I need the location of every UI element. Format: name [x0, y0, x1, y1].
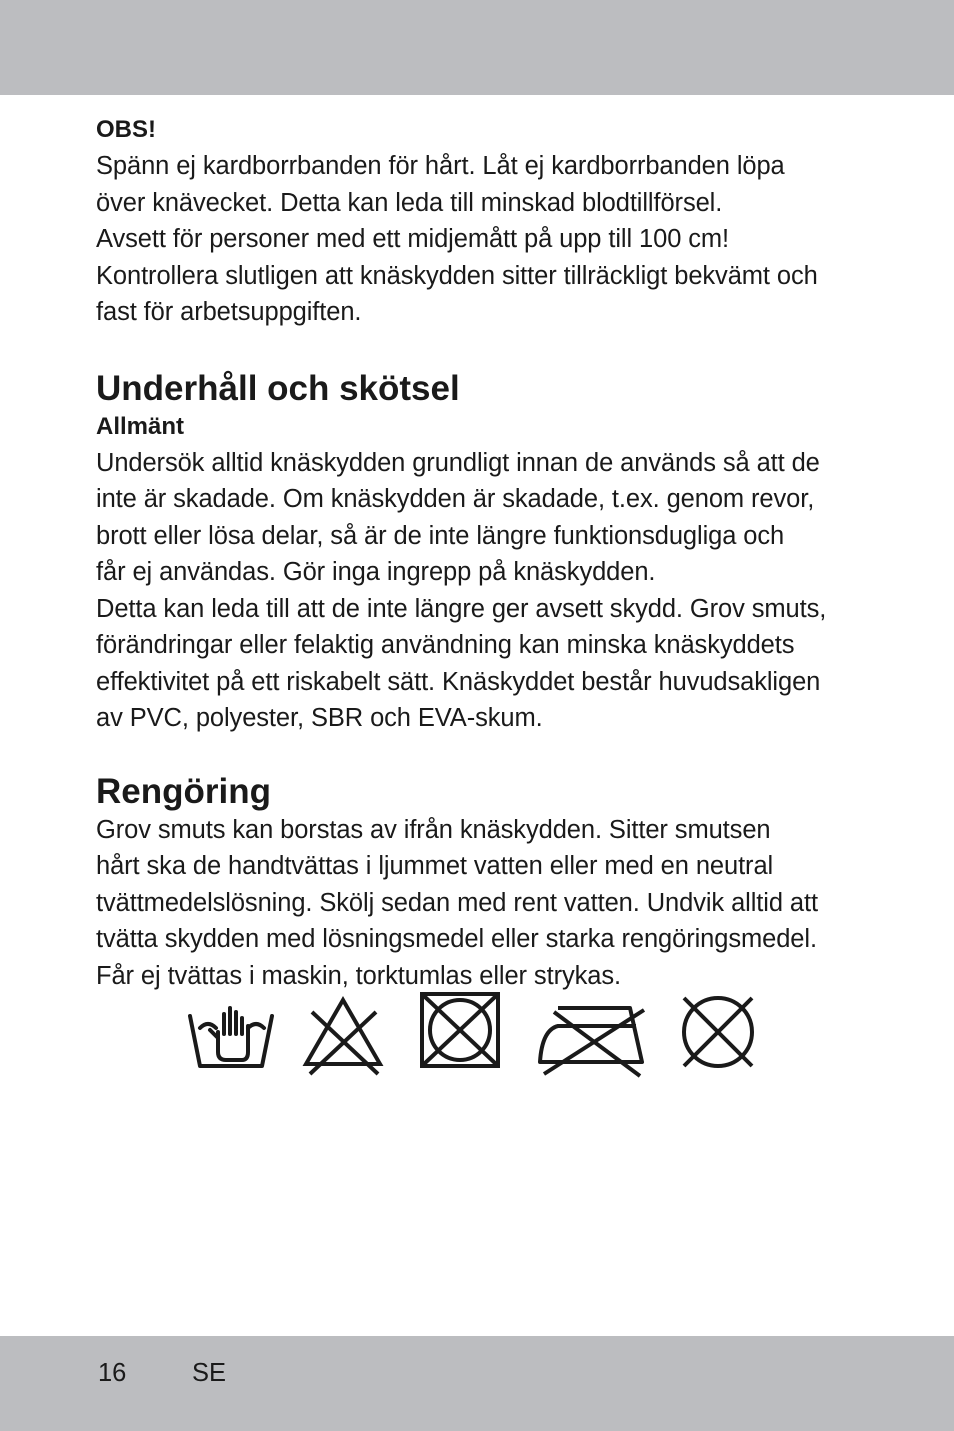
cleaning-text: Grov smuts kan borstas av ifrån knäskydden. Sitter smutsen hårt ska de handtvättas i ljummet vatten eller med en neutral tvättmedelslösning. Skölj sedan med rent vatten. Undvik alltid att tvätta skydden med lösningsmedel eller starka rengöringsmedel. Får ej tvättas i maskin, torktumlas eller strykas.	[96, 815, 818, 990]
hand-wash-icon	[186, 990, 278, 1080]
page-footer	[98, 1357, 227, 1389]
language-code: SE	[192, 1359, 227, 1387]
no-bleach-icon	[298, 990, 388, 1080]
top-band	[0, 0, 954, 95]
page-content	[96, 112, 876, 994]
notice-text: Spänn ej kardborrbanden för hårt. Låt ej kardborrbanden löpa över knävecket. Detta kan leda till minskad blodtillförsel. Avsett för personer med ett midjemått på upp till 100 cm! Kontrollera slutligen att knäskydden sitter tillräckligt bekvämt och fast för arbetsuppgiften.	[96, 152, 818, 326]
no-tumble-dry-icon	[418, 990, 504, 1076]
cleaning-heading: Rengöring	[96, 771, 271, 811]
page-number: 16	[98, 1359, 127, 1387]
no-iron-icon	[536, 990, 652, 1080]
no-dry-clean-icon	[674, 990, 764, 1076]
bottom-band	[0, 1336, 954, 1431]
maintenance-text: Undersök alltid knäskydden grundligt innan de används så att de inte är skadade. Om knäskydden är skadade, t.ex. genom revor, brott eller lösa delar, så är de inte längre funktionsdugliga och får ej användas. Gör inga ingrepp på knäskydden. Detta kan leda till att de inte längre ger avsett skydd. Grov smuts, förändringar eller felaktig användning kan minska knäskyddets effektivitet på ett riskabelt sätt. Knäskyddet består huvudsakligen av PVC, polyester, SBR och EVA-skum.	[96, 448, 827, 732]
maintenance-heading: Underhåll och skötsel	[96, 368, 460, 408]
notice-label: OBS!	[96, 116, 156, 143]
care-symbols	[186, 990, 766, 1080]
maintenance-subheading: Allmänt	[96, 412, 185, 440]
